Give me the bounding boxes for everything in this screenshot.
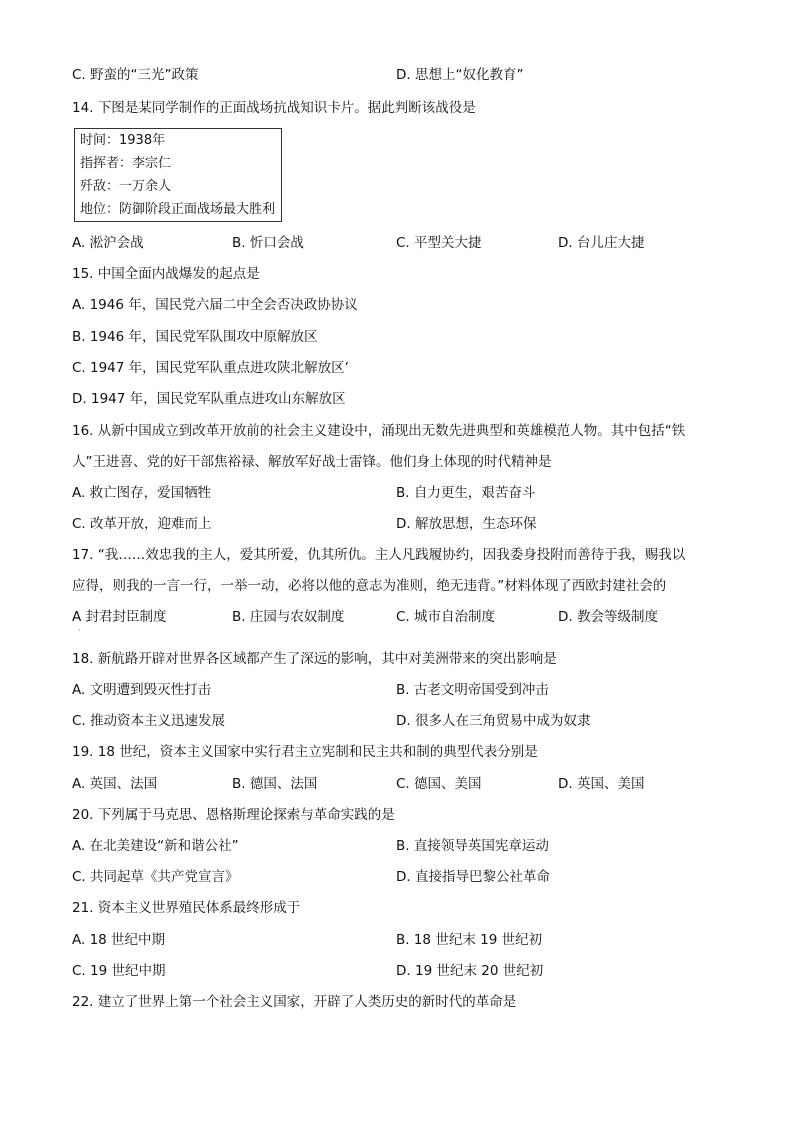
q13-option-d: D. 思想上“奴化教育” <box>396 67 524 83</box>
q18-stem: 18. 新航路开辟对世界各区域都产生了深远的影响，其中对美洲带来的突出影响是 <box>72 651 557 667</box>
q19-option-d: D. 英国、美国 <box>558 776 645 792</box>
q14-option-d: D. 台儿庄大捷 <box>558 235 645 251</box>
q15-option-a: A. 1946 年，国民党六届二中全会否决政协协议 <box>72 297 358 313</box>
q13-option-c: C. 野蛮的“三光”政策 <box>72 67 199 83</box>
q21-option-d: D. 19 世纪末 20 世纪初 <box>396 963 544 979</box>
q21-option-c: C. 19 世纪中期 <box>72 963 166 979</box>
card-row-enemy: 歼敌：一万余人 <box>80 179 172 194</box>
q16-stem-line2: 人”王进喜、党的好干部焦裕禄、解放军好战士雷锋。他们身上体现的时代精神是 <box>72 454 552 470</box>
q20-option-c: C. 共同起草《共产党宣言》 <box>72 869 239 885</box>
q14-stem: 14. 下图是某同学制作的正面战场抗战知识卡片。据此判断该战役是 <box>72 100 476 116</box>
q16-option-d: D. 解放思想，生态环保 <box>396 516 537 532</box>
q15-option-d: D. 1947 年，国民党军队重点进攻山东解放区 <box>72 391 346 407</box>
q21-stem: 21. 资本主义世界殖民体系最终形成于 <box>72 900 301 916</box>
q16-stem-line1: 16. 从新中国成立到改革开放前的社会主义建设中，涌现出无数先进典型和英雄模范人物。其中包括“铁 <box>72 423 686 439</box>
q21-option-b: B. 18 世纪末 19 世纪初 <box>396 932 543 948</box>
q19-option-c: C. 德国、美国 <box>396 776 482 792</box>
q16-option-b: B. 自力更生，艰苦奋斗 <box>396 485 536 501</box>
q16-option-a: A. 救亡图存，爱国牺牲 <box>72 485 212 501</box>
q20-option-a: A. 在北美建设“新和谐公社” <box>72 838 239 854</box>
q17-option-a: A 封君封臣制度 <box>72 609 167 625</box>
q14-option-c: C. 平型关大捷 <box>396 235 482 251</box>
q17-option-b: B. 庄园与农奴制度 <box>232 609 345 625</box>
q22-stem: 22. 建立了世界上第一个社会主义国家，开辟了人类历史的新时代的革命是 <box>72 994 517 1010</box>
stray-mark: · <box>78 626 81 635</box>
q17-option-d: D. 教会等级制度 <box>558 609 658 625</box>
q20-stem: 20. 下列属于马克思、恩格斯理论探索与革命实践的是 <box>72 807 395 823</box>
q19-option-a: A. 英国、法国 <box>72 776 158 792</box>
q17-option-c: C. 城市自治制度 <box>396 609 496 625</box>
card-row-time: 时间：1938年 <box>80 133 166 148</box>
q21-option-a: A. 18 世纪中期 <box>72 932 166 948</box>
q18-option-b: B. 古老文明帝国受到冲击 <box>396 682 549 698</box>
q15-option-b: B. 1946 年，国民党军队围攻中原解放区 <box>72 329 318 345</box>
q15-option-c: C. 1947 年，国民党军队重点进攻陕北解放区’ <box>72 360 349 376</box>
q16-option-c: C. 改革开放，迎难而上 <box>72 516 212 532</box>
q14-option-b: B. 忻口会战 <box>232 235 304 251</box>
q20-option-d: D. 直接指导巴黎公社革命 <box>396 869 550 885</box>
q18-option-c: C. 推动资本主义迅速发展 <box>72 713 226 729</box>
q14-option-a: A. 淞沪会战 <box>72 235 144 251</box>
q15-stem: 15. 中国全面内战爆发的起点是 <box>72 266 260 282</box>
q19-option-b: B. 德国、法国 <box>232 776 318 792</box>
q17-stem-line1: 17. “我……效忠我的主人，爱其所爱，仇其所仇。主人凡践履协约，因我委身投附而善待于我，赐我以 <box>72 547 686 563</box>
q17-stem-line2: 应得，则我的一言一行，一举一动，必将以他的意志为准则，绝无违背。”材料体现了西欧封建社会的 <box>72 578 667 594</box>
card-row-commander: 指挥者：李宗仁 <box>80 156 172 171</box>
card-row-status: 地位：防御阶段正面战场最大胜利 <box>80 202 276 217</box>
q19-stem: 19. 18 世纪，资本主义国家中实行君主立宪制和民主共和制的典型代表分别是 <box>72 744 538 760</box>
q18-option-a: A. 文明遭到毁灭性打击 <box>72 682 212 698</box>
q20-option-b: B. 直接领导英国宪章运动 <box>396 838 549 854</box>
knowledge-card <box>74 128 282 222</box>
q18-option-d: D. 很多人在三角贸易中成为奴隶 <box>396 713 591 729</box>
